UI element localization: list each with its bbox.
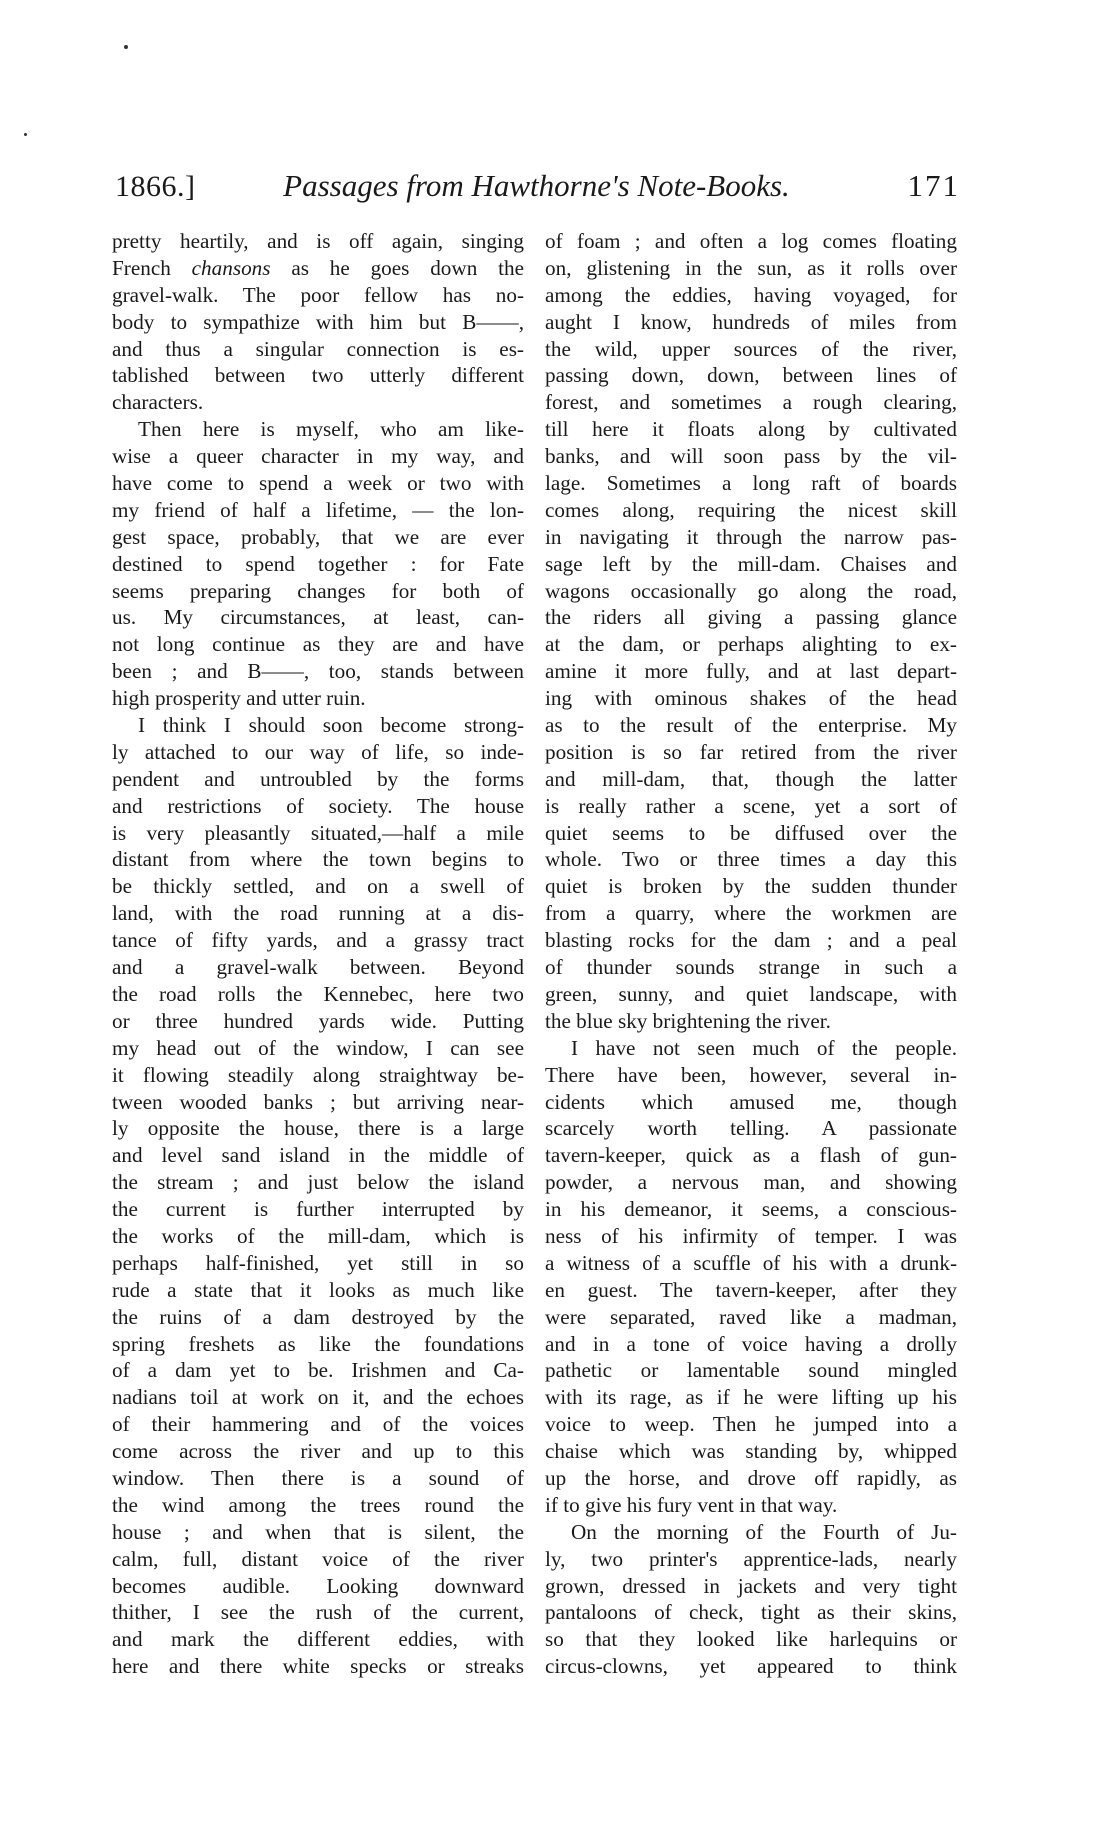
- text-line: whole. Two or three times a day this: [545, 847, 957, 872]
- text-line: perhaps half-finished, yet still in so: [112, 1250, 524, 1275]
- text-line: been ; and B——, too, stands between: [112, 659, 524, 684]
- text-line: a witness of a scuffle of his with a drunk-: [545, 1250, 957, 1275]
- text-line: pretty heartily, and is off again, singing: [112, 229, 524, 253]
- text-line: be thickly settled, and on a swell of: [112, 874, 524, 899]
- header-year: 1866.]: [115, 170, 196, 203]
- text-column-right: [545, 228, 957, 1680]
- text-line: tween wooded banks ; but arriving near-: [112, 1089, 524, 1114]
- text-line: at the dam, or perhaps alighting to ex-: [545, 632, 957, 657]
- text-line: ly attached to our way of life, so inde-: [112, 739, 524, 764]
- text-line: the current is further interrupted by: [112, 1197, 524, 1222]
- text-line: en guest. The tavern-keeper, after they: [545, 1277, 957, 1302]
- text-line: and level sand island in the middle of: [112, 1143, 524, 1168]
- text-line: green, sunny, and quiet landscape, with: [545, 981, 957, 1006]
- text-line: I think I should soon become strong-: [138, 713, 524, 738]
- text-line: land, with the road running at a dis-: [112, 901, 524, 926]
- text-line: or three hundred yards wide. Putting: [112, 1008, 524, 1033]
- text-line: so that they looked like harlequins or: [545, 1627, 957, 1652]
- text-line: high prosperity and utter ruin.: [112, 686, 366, 711]
- text-line: sage left by the mill-dam. Chaises and: [545, 551, 957, 576]
- running-header: [115, 168, 960, 212]
- text-line: pantaloons of check, tight as their skins,: [545, 1600, 957, 1625]
- ink-speck: [24, 133, 27, 136]
- text-line: with its rage, as if he were lifting up his: [545, 1385, 957, 1410]
- text-line: voice to weep. Then he jumped into a: [545, 1412, 957, 1437]
- text-line: on, glistening in the sun, as it rolls over: [545, 255, 957, 280]
- text-line: There have been, however, several in-: [545, 1062, 957, 1087]
- text-line: tablished between two utterly different: [112, 363, 524, 388]
- text-line: among the eddies, having voyaged, for: [545, 282, 957, 307]
- text-line: till here it floats along by cultivated: [545, 417, 957, 442]
- text-line: I have not seen much of the people.: [571, 1035, 957, 1060]
- text-line: the riders all giving a passing glance: [545, 605, 957, 630]
- text-line: seems preparing changes for both of: [112, 578, 524, 603]
- text-line: and a gravel-walk between. Beyond: [112, 955, 524, 980]
- text-line: circus-clowns, yet appeared to think: [545, 1654, 957, 1679]
- text-line: the works of the mill-dam, which is: [112, 1223, 524, 1248]
- text-line: were separated, raved like a madman,: [545, 1304, 957, 1329]
- text-line: and mill-dam, that, though the latter: [545, 766, 957, 791]
- text-line: [112, 255, 524, 282]
- text-line: passing down, down, between lines of: [545, 363, 957, 388]
- text-line: the blue sky brightening the river.: [545, 1008, 831, 1033]
- text-line: wagons occasionally go along the road,: [545, 578, 957, 603]
- text-line: here and there white specks or streaks: [112, 1654, 524, 1679]
- running-title: Passages from Hawthorne's Note-Books.: [283, 168, 790, 203]
- text-line: becomes audible. Looking downward: [112, 1573, 524, 1598]
- text-line: characters.: [112, 390, 204, 415]
- text-line: lage. Sometimes a long raft of boards: [545, 471, 957, 496]
- text-line: of their hammering and of the voices: [112, 1412, 524, 1437]
- text-run: as he goes down the: [270, 255, 524, 280]
- text-line: if to give his fury vent in that way.: [545, 1492, 838, 1517]
- text-line: of thunder sounds strange in such a: [545, 955, 957, 980]
- text-line: cidents which amused me, though: [545, 1089, 957, 1114]
- text-line: the stream ; and just below the island: [112, 1170, 524, 1195]
- text-line: up the horse, and drove off rapidly, as: [545, 1465, 957, 1490]
- text-line: of a dam yet to be. Irishmen and Ca-: [112, 1358, 524, 1383]
- text-line: window. Then there is a sound of: [112, 1465, 524, 1490]
- text-line: wise a queer character in my way, and: [112, 444, 524, 469]
- text-line: tance of fifty yards, and a grassy tract: [112, 928, 524, 953]
- text-line: grown, dressed in jackets and very tight: [545, 1573, 957, 1598]
- page-number: 171: [907, 168, 960, 203]
- text-line: and in a tone of voice having a drolly: [545, 1331, 957, 1356]
- text-line: as to the result of the enterprise. My: [545, 713, 957, 738]
- text-line: distant from where the town begins to: [112, 847, 524, 872]
- text-line: aught I know, hundreds of miles from: [545, 309, 957, 334]
- text-line: spring freshets as like the foundations: [112, 1331, 524, 1356]
- text-column-left: [112, 228, 524, 1680]
- text-line: come across the river and up to this: [112, 1439, 524, 1464]
- text-line: ness of his infirmity of temper. I was: [545, 1223, 957, 1248]
- text-line: banks, and will soon pass by the vil-: [545, 444, 957, 469]
- text-line: and mark the different eddies, with: [112, 1627, 524, 1652]
- text-line: calm, full, distant voice of the river: [112, 1546, 524, 1571]
- text-line: in his demeanor, it seems, a conscious-: [545, 1197, 957, 1222]
- text-line: On the morning of the Fourth of Ju-: [571, 1519, 957, 1544]
- text-line: pendent and untroubled by the forms: [112, 766, 524, 791]
- text-line: us. My circumstances, at least, can-: [112, 605, 524, 630]
- text-line: gravel-walk. The poor fellow has no-: [112, 282, 524, 307]
- text-line: quiet seems to be diffused over the: [545, 820, 957, 845]
- text-line: amine it more fully, and at last depart-: [545, 659, 957, 684]
- text-line: the wild, upper sources of the river,: [545, 336, 957, 361]
- text-line: ly, two printer's apprentice-lads, nearly: [545, 1546, 957, 1571]
- text-line: in navigating it through the narrow pas-: [545, 524, 957, 549]
- text-line: destined to spend together : for Fate: [112, 551, 524, 576]
- text-line: of foam ; and often a log comes floating: [545, 229, 957, 253]
- text-line: is really rather a scene, yet a sort of: [545, 793, 957, 818]
- italic-word: chansons: [191, 255, 271, 280]
- text-line: quiet is broken by the sudden thunder: [545, 874, 957, 899]
- text-line: nadians toil at work on it, and the echoes: [112, 1385, 524, 1410]
- ink-speck: [124, 45, 128, 49]
- text-line: and thus a singular connection is es-: [112, 336, 524, 361]
- text-line: ly opposite the house, there is a large: [112, 1116, 524, 1141]
- text-line: gest space, probably, that we are ever: [112, 524, 524, 549]
- text-line: position is so far retired from the river: [545, 739, 957, 764]
- text-line: comes along, requiring the nicest skill: [545, 497, 957, 522]
- text-line: scarcely worth telling. A passionate: [545, 1116, 957, 1141]
- text-line: the ruins of a dam destroyed by the: [112, 1304, 524, 1329]
- text-line: not long continue as they are and have: [112, 632, 524, 657]
- text-line: powder, a nervous man, and showing: [545, 1170, 957, 1195]
- text-line: Then here is myself, who am like-: [138, 417, 524, 442]
- text-line: body to sympathize with him but B——,: [112, 309, 524, 334]
- text-line: my head out of the window, I can see: [112, 1035, 524, 1060]
- text-line: pathetic or lamentable sound mingled: [545, 1358, 957, 1383]
- text-line: forest, and sometimes a rough clearing,: [545, 390, 957, 415]
- text-run: French: [112, 255, 192, 280]
- text-line: house ; and when that is silent, the: [112, 1519, 524, 1544]
- text-line: have come to spend a week or two with: [112, 471, 524, 496]
- text-line: chaise which was standing by, whipped: [545, 1439, 957, 1464]
- text-line: from a quarry, where the workmen are: [545, 901, 957, 926]
- text-line: thither, I see the rush of the current,: [112, 1600, 524, 1625]
- text-line: blasting rocks for the dam ; and a peal: [545, 928, 957, 953]
- text-line: the wind among the trees round the: [112, 1492, 524, 1517]
- text-line: it flowing steadily along straightway be-: [112, 1062, 524, 1087]
- text-line: rude a state that it looks as much like: [112, 1277, 524, 1302]
- text-line: tavern-keeper, quick as a flash of gun-: [545, 1143, 957, 1168]
- text-line: and restrictions of society. The house: [112, 793, 524, 818]
- text-line: ing with ominous shakes of the head: [545, 686, 957, 711]
- text-line: my friend of half a lifetime, — the lon-: [112, 497, 524, 522]
- text-line: is very pleasantly situated,—half a mile: [112, 820, 524, 845]
- text-line: the road rolls the Kennebec, here two: [112, 981, 524, 1006]
